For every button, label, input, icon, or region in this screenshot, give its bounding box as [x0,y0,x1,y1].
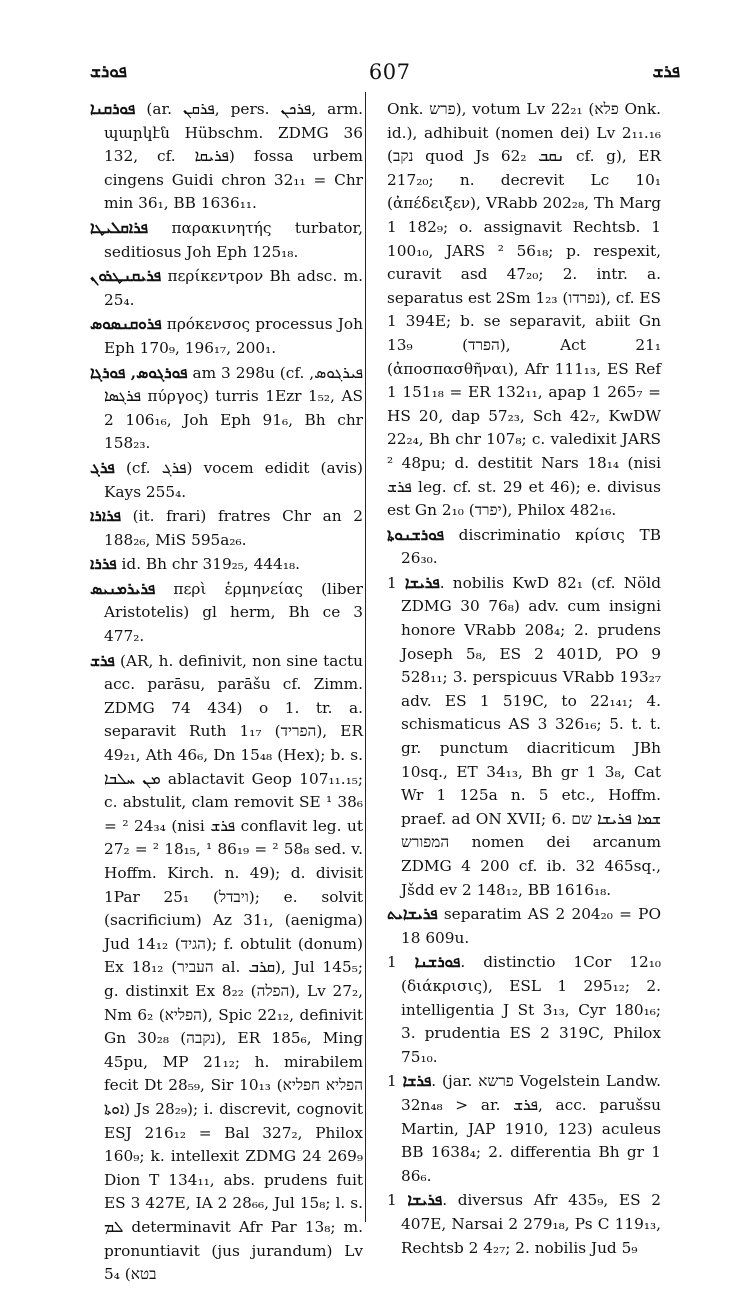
entry-text: am 3 298u (cf. ܦܝܪܓܘܣ, ܦܪܓܣܐ πύργος) turris 1Ezr 1₅₂, AS 2 106₁₆, Joh Eph 91₆, Bh chr 158₂₃. [104,363,363,453]
dictionary-entry [387,1070,661,1188]
entry-text: discriminatio κρίσις TB 26₃₀. [401,525,661,568]
dictionary-entry [387,524,661,571]
entry-lemma: ܦܪܝܫܐ [407,1191,443,1210]
entry-lemma: ܦܪܐܪܐ [90,507,121,526]
page-header [90,58,680,86]
entry-lemma: ܦܪܓ [90,458,115,477]
entry-text: περίκεντρον Bh adsc. m. 25₄. [104,267,363,309]
dictionary-entry [90,217,363,264]
dictionary-entry [90,505,363,552]
entry-lemma: ܦܪܐܩܠܝܛܐ [90,218,148,237]
entry-text: (AR, h. definivit, non sine tactu acc. parāsu, parāšu cf. Zimm. ZDMG 74 434) o 1. tr. a. separavit Ruth 1₁₇ (הפריד), ER 49₂₁, Ath 46₆, Dn 15₄₈ (Hex); b. s. ܡܢ ܚܠܒܐ ablactavit Geop 107₁₁.₁₅; c. abstulit, clam removit SE ¹ 38₆ = ² 24₃₄ (nisi ܦܪܫ conflavit leg. ut 27₂ = ² 18₁₅, ¹ 86₁₉ = ² 58₈ sed. v. Hoffm. Kirch. n. 49); d. divisit 1Par 25₁ (ויבדל); e. solvit (sacrificium) Az 31₁, (aenigma) Jud 14₁₂ (הגיד); f. obtulit (donum) Ex 18₁₂ (העביר al. ܩܪܒ), Jul 145₅; g. distinxit Ex 8₂₂ (הפלה), Lv 27₂, Nm 6₂ (הפליא), Spic 22₁₂, definivit Gn 30₂₈ (נקבה), ER 185₆, Ming 45pu, MP 21₁₂; h. mirabilem fecit Dt 28₅₉, Sir 10₁₃ (הפליא חפליא ܐܘܬܐ) Js 28₂₉); i. discrevit, cognovit ESJ 216₁₂ = Bal 327₂, Philox 160₉; k. intellexit ZDMG 24 269₉ Dion T 134₁₁, abs. prudens fuit ES 3 427E, IA 2 28₆₆, Jul 15₈; l. s. ܠܡ determinavit Afr Par 13₈; m. pronuntiavit (jus jurandum) Lv 5₄ (בטא [104,651,364,1284]
dictionary-entry [90,265,363,312]
dictionary-entry [90,650,363,1287]
entry-text: Onk. פרש), votum Lv 22₂₁ (פלא Onk. id.), adhibuit (nomen dei) Lv 2₁₁.₁₆ (נקב quod Js 62₂ ܢܩܒ cf. g), ER 217₂₀; n. decrevit Lc 10₁ (ἀπέδειξεν), VRabb 202₂₈, Th Marg 1 182₉; o. assignavit Rechtsb. 1 100₁₀, JARS ² 56₁₈; p. respexit, curavit asd 47₂₀; 2. intr. a. separatus est 2Sm 1₂₃ (נפרדו), cf. ES 1 394E; b. se separavit, abiit Gn 13₉ (הפרד), Act 21₁ (ἀποσπασθῆναι), Afr 111₁₃, ES Ref 1 151₁₈ = ER 132₁₁, apap 1 265₇ = HS 20, dap 57₂₃, Sch 42₇, KwDW 22₂₄, Bh chr 107₈; c. valedixit JARS ² 48pu; d. destitit Nars 18₁₄ (nisi ܦܪܫ leg. cf. st. 29 et 46); e. divisus est Gn 2₁₀ (יפרד), Philox 482₁₆. [387,100,661,520]
entry-text: 1. distinctio 1Cor 12₁₀ (διάκρισις), ESL 1 295₁₂; 2. intelligentia J St 3₁₃, Cyr 180₁₆; 3. prudentia ES 2 319C, Philox 75₁₀. [387,953,661,1066]
left-column [90,98,363,1288]
column-divider [365,92,366,1222]
entry-lemma: ܦܘܪܫܢܘܬܐ [387,525,444,544]
entry-lemma: ܦܘܪܫܢܐ [414,953,461,972]
entry-lemma: ܦܪܘܩܢܣܘܣ [90,315,162,334]
entry-lemma: ܦܪܫܐ [402,1072,432,1091]
dictionary-entry [90,313,363,360]
entry-lemma: ܦܪܝܫܐ [404,573,440,592]
entry-text: (cf. ܦܪܓ) vocem edidit (avis) Kays 255₄. [104,458,363,501]
dictionary-entry [90,362,363,456]
entry-lemma: ܦܪܫ [90,651,115,670]
entry-lemma: ܦܘܪܓܘܣ, ܦܘܪܓܐ [90,363,188,382]
entry-text: (ar. ܦܪܩܢ, pers. ܦܪܟܢ, arm. պարկէն Hübschm. ZDMG 36 132, cf. ܦܪܝܩܐ) fossa urbem cingens Guidi chron 32₁₁ = Chr min 36₁, BB 1636₁₁. [104,100,363,213]
dictionary-entry [387,1189,661,1260]
header-right-word: ܦܪܫ [652,62,680,82]
dictionary-entry [90,578,363,649]
right-column [387,98,661,1261]
entry-lemma: ܦܪܝܫܐܝܬ [387,905,438,924]
entry-lemma: ܦܪܝܪܡܢܝܣ [90,579,156,598]
dictionary-entry [387,572,661,902]
entry-text: 1. nobilis KwD 82₁ (cf. Nöld ZDMG 30 76₈) adv. cum insigni honore VRabb 208₄; 2. prudens Joseph 5₈, ES 2 401D, PO 9 528₁₁; 3. perspicuus VRabb 193₂₇ adv. ES 1 519C, to 22₁₄₁; 4. schismaticus AS 3 326₁₆; 5. t. t. gr. punctum diacriticum JBh 10sq., ET 34₁₃, Bh gr 1 3₈, Cat Wr 1 125a n. 5 etc., Hoffm. praef. ad ON XVII; 6. ܫܡܐ ܦܪܝܫܐ שם המפורש nomen dei arcanum ZDMG 4 200 cf. ib. 32 465sq., Jšdd ev 2 148₁₂, BB 1616₁₈. [387,573,661,899]
dictionary-entry [90,98,363,216]
entry-text: (it. frari) fratres Chr an 2 188₂₆, MiS 595a₂₆. [104,507,363,549]
dictionary-entry [90,457,363,504]
entry-text: περὶ ἑρμηνείας (liber Aristotelis) gl herm, Bh ce 3 477₂. [104,579,363,646]
entry-text: 1. diversus Afr 435₉, ES 2 407E, Narsai 2 279₁₈, Ps C 119₁₃, Rechtsb 2 4₂₇; 2. nobilis Jud 5₉ [387,1191,661,1257]
entry-text: πρόκενσος processus Joh Eph 170₉, 196₁₇, 200₁. [104,315,363,357]
entry-lemma: ܦܘܪܩܢܐ [90,100,136,118]
entry-lemma: ܦܪܪܐ [90,555,117,574]
dictionary-entry [90,553,363,577]
dictionary-entry [387,951,661,1069]
entry-lemma: ܦܪܝܩܢܛܪܘܢ [90,267,162,286]
entry-text: id. Bh chr 319₂₅, 444₁₈. [121,555,300,574]
dictionary-entry [387,98,661,523]
entry-text: separatim AS 2 204₂₀ = PO 18 609u. [401,905,661,947]
entry-text: παρακινητής turbator, seditiosus Joh Eph 125₁₈. [104,218,363,261]
header-left-word: ܦܘܪܫ [90,62,127,82]
page-number: 607 [368,60,411,84]
dictionary-entry [387,903,661,950]
entry-text: 1. (jar. פרשא Vogelstein Landw. 32n₄₈ > ar. ܦܪܫ, acc. parušsu Martin, JAP 1910, 123) aculeus BB 1638₄; 2. differentia Bh gr 1 86₆. [387,1072,661,1185]
